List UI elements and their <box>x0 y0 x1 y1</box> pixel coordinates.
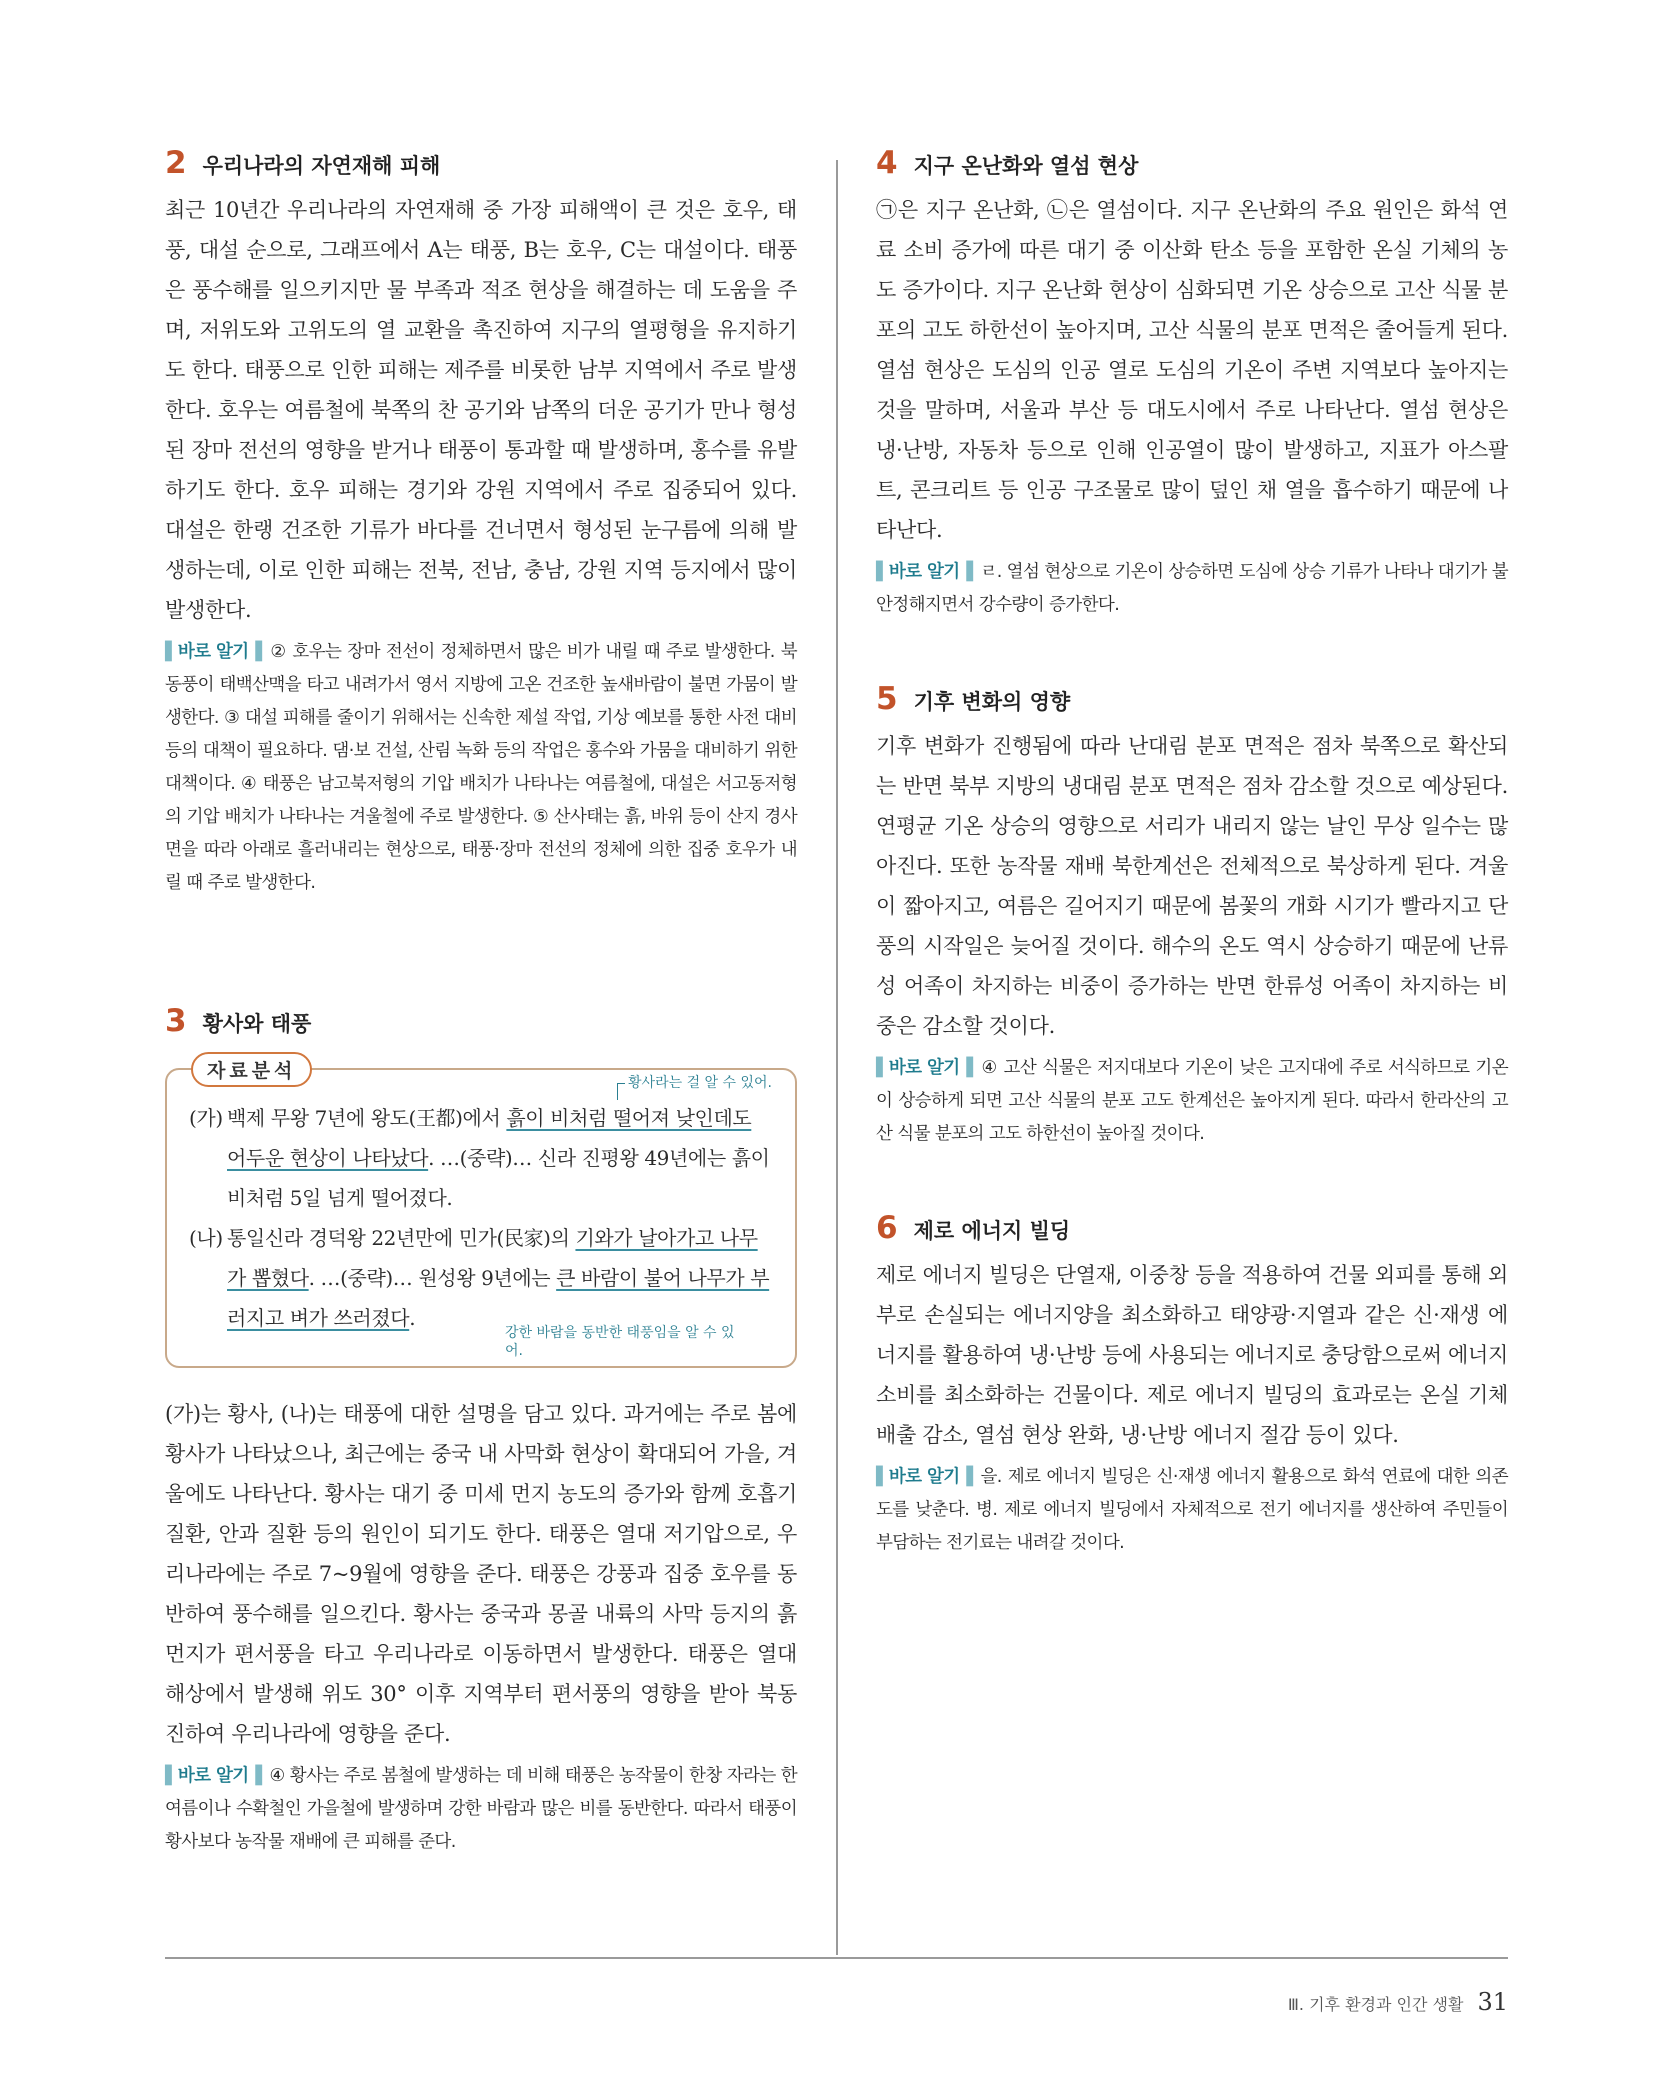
answer-note <box>876 556 1508 622</box>
section-heading <box>165 145 797 181</box>
section-title: 황사와 태풍 <box>202 1012 312 1036</box>
section-title: 제로 에너지 빌딩 <box>913 1219 1071 1243</box>
source-item-marker: (가) <box>189 1106 223 1130</box>
answer-note-label: ▌바로 알기▐ <box>876 1058 973 1078</box>
underlined-evidence: 흙이 비처럼 떨어져 낮인데도 어두운 현상이 나타났다 <box>227 1106 752 1170</box>
answer-note-label: ▌바로 알기▐ <box>165 1766 262 1786</box>
source-analysis-box <box>165 1060 797 1368</box>
section-2 <box>165 145 797 900</box>
right-column <box>876 145 1508 1560</box>
answer-note-text: ㄹ. 열섬 현상으로 기온이 상승하면 도심에 상승 기류가 나타나 대기가 불안정해지면서 강수량이 증가한다. <box>876 562 1508 615</box>
callout-yellow-dust: 황사라는 걸 알 수 있어. <box>625 1074 775 1092</box>
section-heading <box>876 1210 1508 1246</box>
answer-note <box>165 1760 797 1859</box>
left-column <box>165 145 797 1859</box>
answer-note-text: ② 호우는 장마 전선이 정체하면서 많은 비가 내릴 때 주로 발생한다. 북동풍이 태백산맥을 타고 내려가서 영서 지방에 고온 건조한 높새바람이 불면 가뭄이 발생한다. ③ 대설 피해를 줄이기 위해서는 신속한 제설 작업, 기상 예보를 통한 사전 대비 등의 대책이 필요하다. 댐·보 건설, 산림 녹화 등의 작업은 홍수와 가뭄을 대비하기 위한 대책이다. ④ 태풍은 남고북저형의 기압 배치가 나타나는 여름철에, 대설은 서고동저형의 기압 배치가 나타나는 겨울철에 주로 발생한다. ⑤ 산사태는 흙, 바위 등이 산지 경사면을 따라 아래로 흘러내리는 현상으로, 태풍·장마 전선의 정체에 의한 집중 호우가 내릴 때 주로 발생한다. <box>165 642 797 893</box>
answer-note <box>876 1052 1508 1151</box>
answer-note <box>165 636 797 900</box>
page-footer <box>1288 1988 1508 2016</box>
column-divider <box>836 160 838 1955</box>
underlined-evidence: 큰 바람이 불어 나무가 부러지고 벼가 쓰러졌다 <box>227 1266 770 1330</box>
section-title: 우리나라의 자연재해 피해 <box>202 154 441 178</box>
section-3 <box>165 1003 797 1859</box>
source-item-ga <box>189 1098 773 1218</box>
source-item-text: 백제 무왕 7년에 왕도(王都)에서 흙이 비처럼 떨어져 낮인데도 어두운 현상이 나타났다. …(중략)… 신라 진평왕 49년에는 흙이 비처럼 5일 넘게 떨어졌다. <box>227 1106 770 1210</box>
section-body: 기후 변화가 진행됨에 따라 난대림 분포 면적은 점차 북쪽으로 확산되는 반면 북부 지방의 냉대림 분포 면적은 점차 감소할 것으로 예상된다. 연평균 기온 상승의 영향으로 서리가 내리지 않는 날인 무상 일수는 많아진다. 또한 농작물 재배 북한계선은 전체적으로 북상하게 된다. 겨울이 짧아지고, 여름은 길어지기 때문에 봄꽃의 개화 시기가 빨라지고 단풍의 시작일은 늦어질 것이다. 해수의 온도 역시 상승하기 때문에 난류성 어족이 차지하는 비중이 증가하는 반면 한류성 어족이 차지하는 비중은 감소할 것이다. <box>876 734 1508 1038</box>
section-number: 4 <box>876 145 898 181</box>
section-heading <box>165 1003 797 1039</box>
section-body: (가)는 황사, (나)는 태풍에 대한 설명을 담고 있다. 과거에는 주로 봄에 황사가 나타났으나, 최근에는 중국 내 사막화 현상이 확대되어 가을, 겨울에도 나타난다. 황사는 대기 중 미세 먼지 농도의 증가와 함께 호흡기 질환, 안과 질환 등의 원인이 되기도 한다. 태풍은 열대 저기압으로, 우리나라에는 주로 7~9월에 영향을 준다. 태풍은 강풍과 집중 호우를 동반하여 풍수해를 일으킨다. 황사는 중국과 몽골 내륙의 사막 등지의 흙먼지가 편서풍을 타고 우리나라로 이동하면서 발생한다. 태풍은 열대 해상에서 발생해 위도 30° 이후 지역부터 편서풍의 영향을 받아 북동진하여 우리나라에 영향을 준다. <box>165 1402 797 1746</box>
answer-note-text: ④ 황사는 주로 봄철에 발생하는 데 비해 태풍은 농작물이 한창 자라는 한여름이나 수확철인 가을철에 발생하며 강한 바람과 많은 비를 동반한다. 따라서 태풍이 황사보다 농작물 재배에 큰 피해를 준다. <box>165 1766 797 1852</box>
section-body: 제로 에너지 빌딩은 단열재, 이중창 등을 적용하여 건물 외피를 통해 외부로 손실되는 에너지양을 최소화하고 태양광·지열과 같은 신·재생 에너지를 활용하여 냉·난방 등에 사용되는 에너지로 충당함으로써 에너지 소비를 최소화하는 건물이다. 제로 에너지 빌딩의 효과로는 온실 기체 배출 감소, 열섬 현상 완화, 냉·난방 에너지 절감 등이 있다. <box>876 1263 1508 1447</box>
section-number: 6 <box>876 1210 898 1246</box>
section-title: 지구 온난화와 열섬 현상 <box>913 154 1139 178</box>
answer-note-label: ▌바로 알기▐ <box>165 642 262 662</box>
section-body: ㉠은 지구 온난화, ㉡은 열섬이다. 지구 온난화의 주요 원인은 화석 연료 소비 증가에 따른 대기 중 이산화 탄소 등을 포함한 온실 기체의 농도 증가이다. 지구 온난화 현상이 심화되면 기온 상승으로 고산 식물 분포의 고도 하한선이 높아지며, 고산 식물의 분포 면적은 줄어들게 된다. 열섬 현상은 도심의 인공 열로 도심의 기온이 주변 지역보다 높아지는 것을 말하며, 서울과 부산 등 대도시에서 주로 나타난다. 열섬 현상은 냉·난방, 자동차 등으로 인해 인공열이 많이 발생하고, 지표가 아스팔트, 콘크리트 등 인공 구조물로 많이 덮인 채 열을 흡수하기 때문에 나타난다. <box>876 198 1508 542</box>
section-number: 3 <box>165 1003 187 1039</box>
footer-rule <box>165 1957 1508 1959</box>
answer-note <box>876 1461 1508 1560</box>
section-number: 2 <box>165 145 187 181</box>
section-heading <box>876 145 1508 181</box>
source-item-marker: (나) <box>189 1226 223 1250</box>
page-number: 31 <box>1477 1988 1508 2016</box>
callout-typhoon: 강한 바람을 동반한 태풍임을 알 수 있어. <box>502 1324 738 1360</box>
section-number: 5 <box>876 681 898 717</box>
underlined-evidence: 기와가 날아가고 나무가 뽑혔다 <box>227 1226 758 1290</box>
section-title: 기후 변화의 영향 <box>913 690 1071 714</box>
section-6 <box>876 1210 1508 1560</box>
answer-note-label: ▌바로 알기▐ <box>876 562 973 582</box>
section-5 <box>876 681 1508 1151</box>
answer-note-text: ④ 고산 식물은 저지대보다 기온이 낮은 고지대에 주로 서식하므로 기온이 상승하게 되면 고산 식물의 분포 고도 한계선은 높아지게 된다. 따라서 한라산의 고산 식물 분포의 고도 하한선이 높아질 것이다. <box>876 1058 1508 1144</box>
source-analysis-badge: 자료분석 <box>191 1052 312 1087</box>
answer-note-text: 을. 제로 에너지 빌딩은 신·재생 에너지 활용으로 화석 연료에 대한 의존도를 낮춘다. 병. 제로 에너지 빌딩에서 자체적으로 전기 에너지를 생산하여 주민들이 부담하는 전기료는 내려갈 것이다. <box>876 1467 1508 1553</box>
section-4 <box>876 145 1508 622</box>
source-item-text: 통일신라 경덕왕 22년만에 민가(民家)의 기와가 날아가고 나무가 뽑혔다. …(중략)… 원성왕 9년에는 큰 바람이 불어 나무가 부러지고 벼가 쓰러졌다. <box>227 1226 770 1330</box>
section-body: 최근 10년간 우리나라의 자연재해 중 가장 피해액이 큰 것은 호우, 태풍, 대설 순으로, 그래프에서 A는 태풍, B는 호우, C는 대설이다. 태풍은 풍수해를 일으키지만 물 부족과 적조 현상을 해결하는 데 도움을 주며, 저위도와 고위도의 열 교환을 촉진하여 지구의 열평형을 유지하기도 한다. 태풍으로 인한 피해는 제주를 비롯한 남부 지역에서 주로 발생한다. 호우는 여름철에 북쪽의 찬 공기와 남쪽의 더운 공기가 만나 형성된 장마 전선의 영향을 받거나 태풍이 통과할 때 발생하며, 홍수를 유발하기도 한다. 호우 피해는 경기와 강원 지역에서 주로 집중되어 있다. 대설은 한랭 건조한 기류가 바다를 건너면서 형성된 눈구름에 의해 발생하는데, 이로 인한 피해는 전북, 전남, 충남, 강원 지역 등지에서 많이 발생한다. <box>165 198 797 622</box>
source-item-na <box>189 1218 773 1338</box>
chapter-label: Ⅲ. 기후 환경과 인간 생활 <box>1287 1995 1464 2014</box>
section-heading <box>876 681 1508 717</box>
answer-note-label: ▌바로 알기▐ <box>876 1467 973 1487</box>
